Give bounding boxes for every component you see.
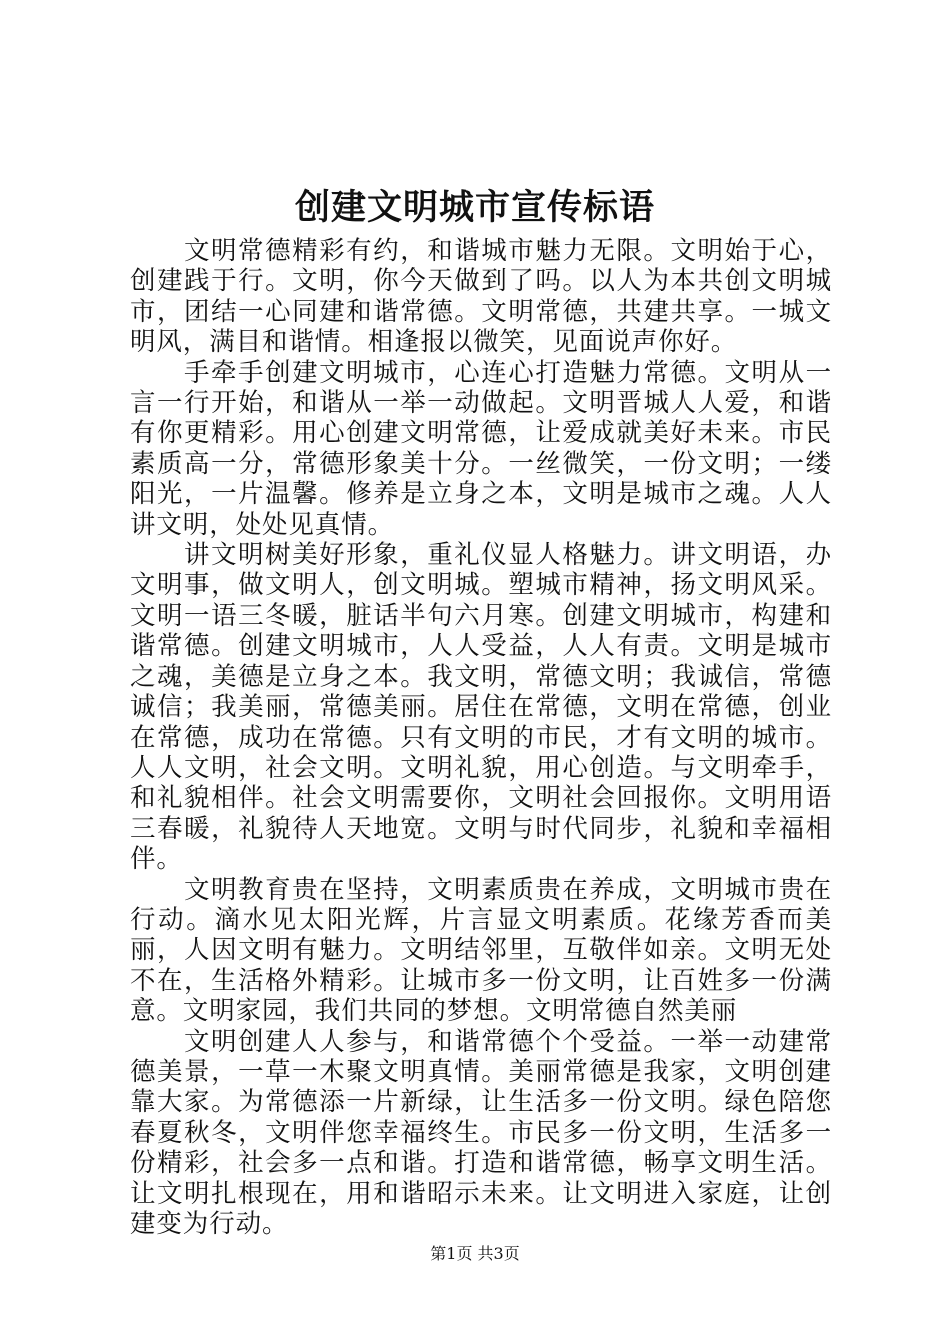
paragraph-2: 手牵手创建文明城市，心连心打造魅力常德。文明从一言一行开始，和谐从一举一动做起。文明晋城人人爱，和谐有你更精彩。用心创建文明常德，让爱成就美好未来。市民素质高一分，常德形象美十分。一丝微笑，一份文明；一缕阳光，一片温馨。修养是立身之本，文明是城市之魂。人人讲文明，处处见真情。 (130, 357, 832, 540)
paragraph-1: 文明常德精彩有约，和谐城市魅力无限。文明始于心，创建践于行。文明，你今天做到了吗。以人为本共创文明城市，团结一心同建和谐常德。文明常德，共建共享。一城文明风，满目和谐情。相逢报以微笑，见面说声你好。 (130, 236, 832, 358)
paragraph-4: 文明教育贵在坚持，文明素质贵在养成，文明城市贵在行动。滴水见太阳光辉，片言显文明素质。花缘芳香而美丽，人因文明有魅力。文明结邻里，互敬伴如亲。文明无处不在，生活格外精彩。让城市多一份文明，让百姓多一份满意。文明家园，我们共同的梦想。文明常德自然美丽 (130, 874, 832, 1027)
document-title: 创建文明城市宣传标语 (294, 187, 655, 228)
paragraph-3: 讲文明树美好形象，重礼仪显人格魅力。讲文明语，办文明事，做文明人，创文明城。塑城市精神，扬文明风采。文明一语三冬暖，脏话半句六月寒。创建文明城市，构建和谐常德。创建文明城市，人人受益，人人有责。文明是城市之魂，美德是立身之本。我文明，常德文明；我诚信，常德诚信；我美丽，常德美丽。居住在常德，文明在常德，创业在常德，成功在常德。只有文明的市民，才有文明的城市。人人文明，社会文明。文明礼貌，用心创造。与文明牵手，和礼貌相伴。社会文明需要你，文明社会回报你。文明用语三春暖，礼貌待人天地宽。文明与时代同步，礼貌和幸福相伴。 (130, 540, 832, 875)
document-body (130, 236, 832, 1239)
page-footer: 第1页 共3页 (430, 1244, 520, 1263)
paragraph-5: 文明创建人人参与，和谐常德个个受益。一举一动建常德美景，一草一木聚文明真情。美丽常德是我家，文明创建靠大家。为常德添一片新绿，让生活多一份文明。绿色陪您春夏秋冬，文明伴您幸福终生。市民多一份文明，生活多一份精彩，社会多一点和谐。打造和谐常德，畅享文明生活。让文明扎根现在，用和谐昭示未来。让文明进入家庭，让创建变为行动。 (130, 1026, 832, 1239)
